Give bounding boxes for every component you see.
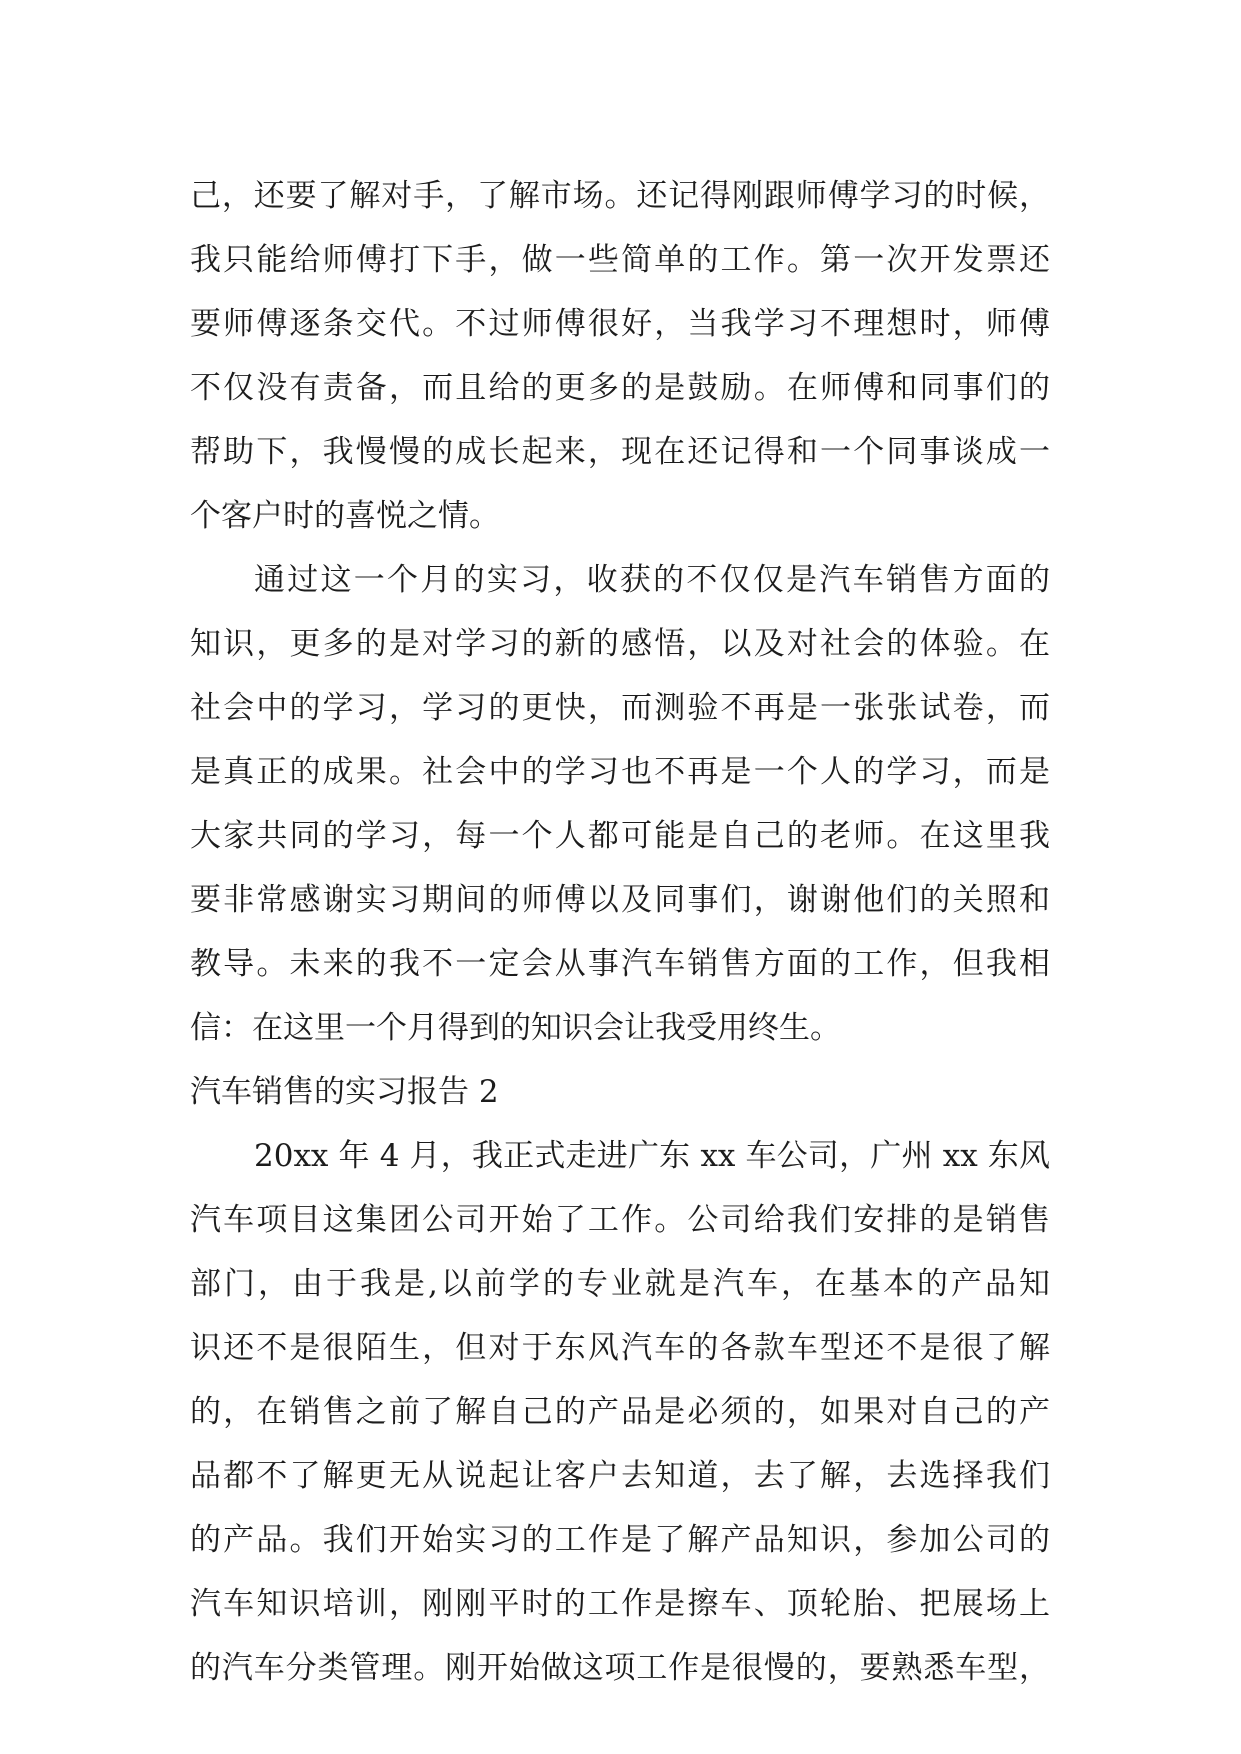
text-line: 要非常感谢实习期间的师傅以及同事们，谢谢他们的关照和 (190, 882, 1050, 918)
text-line: 己，还要了解对手，了解市场。还记得刚跟师傅学习的时候， (190, 178, 1050, 214)
text-line: 信：在这里一个月得到的知识会让我受用终生。 (190, 1010, 841, 1046)
text-line: 社会中的学习，学习的更快，而测验不再是一张张试卷，而 (190, 690, 1050, 726)
text-line: 个客户时的喜悦之情。 (190, 498, 500, 534)
section-heading: 汽车销售的实习报告 2 (190, 1074, 499, 1110)
text-line: 我只能给师傅打下手，做一些简单的工作。第一次开发票还 (190, 242, 1050, 278)
text-line: 的产品。我们开始实习的工作是了解产品知识，参加公司的 (190, 1522, 1050, 1558)
text-line: 帮助下，我慢慢的成长起来，现在还记得和一个同事谈成一 (190, 434, 1050, 470)
body-text (190, 164, 1050, 1700)
text-line: 要师傅逐条交代。不过师傅很好，当我学习不理想时，师傅 (190, 306, 1050, 342)
text-line: 汽车项目这集团公司开始了工作。公司给我们安排的是销售 (190, 1202, 1050, 1238)
text-line: 大家共同的学习，每一个人都可能是自己的老师。在这里我 (190, 818, 1050, 854)
text-line: 教导。未来的我不一定会从事汽车销售方面的工作，但我相 (190, 946, 1050, 982)
text-line: 20xx 年 4 月，我正式走进广东 xx 车公司，广州 xx 东风 (254, 1138, 1050, 1174)
text-line: 知识，更多的是对学习的新的感悟，以及对社会的体验。在 (190, 626, 1050, 662)
text-line: 是真正的成果。社会中的学习也不再是一个人的学习，而是 (190, 754, 1050, 790)
text-line: 通过这一个月的实习，收获的不仅仅是汽车销售方面的 (254, 562, 1050, 598)
text-line: 识还不是很陌生，但对于东风汽车的各款车型还不是很了解 (190, 1330, 1050, 1366)
text-line: 品都不了解更无从说起让客户去知道，去了解，去选择我们 (190, 1458, 1050, 1494)
text-line: 不仅没有责备，而且给的更多的是鼓励。在师傅和同事们的 (190, 370, 1050, 406)
text-line: 部门，由于我是,以前学的专业就是汽车，在基本的产品知 (190, 1266, 1050, 1302)
text-line: 的，在销售之前了解自己的产品是必须的，如果对自己的产 (190, 1394, 1050, 1430)
text-line: 汽车知识培训，刚刚平时的工作是擦车、顶轮胎、把展场上 (190, 1586, 1050, 1622)
text-line: 的汽车分类管理。刚开始做这项工作是很慢的，要熟悉车型， (190, 1650, 1050, 1686)
